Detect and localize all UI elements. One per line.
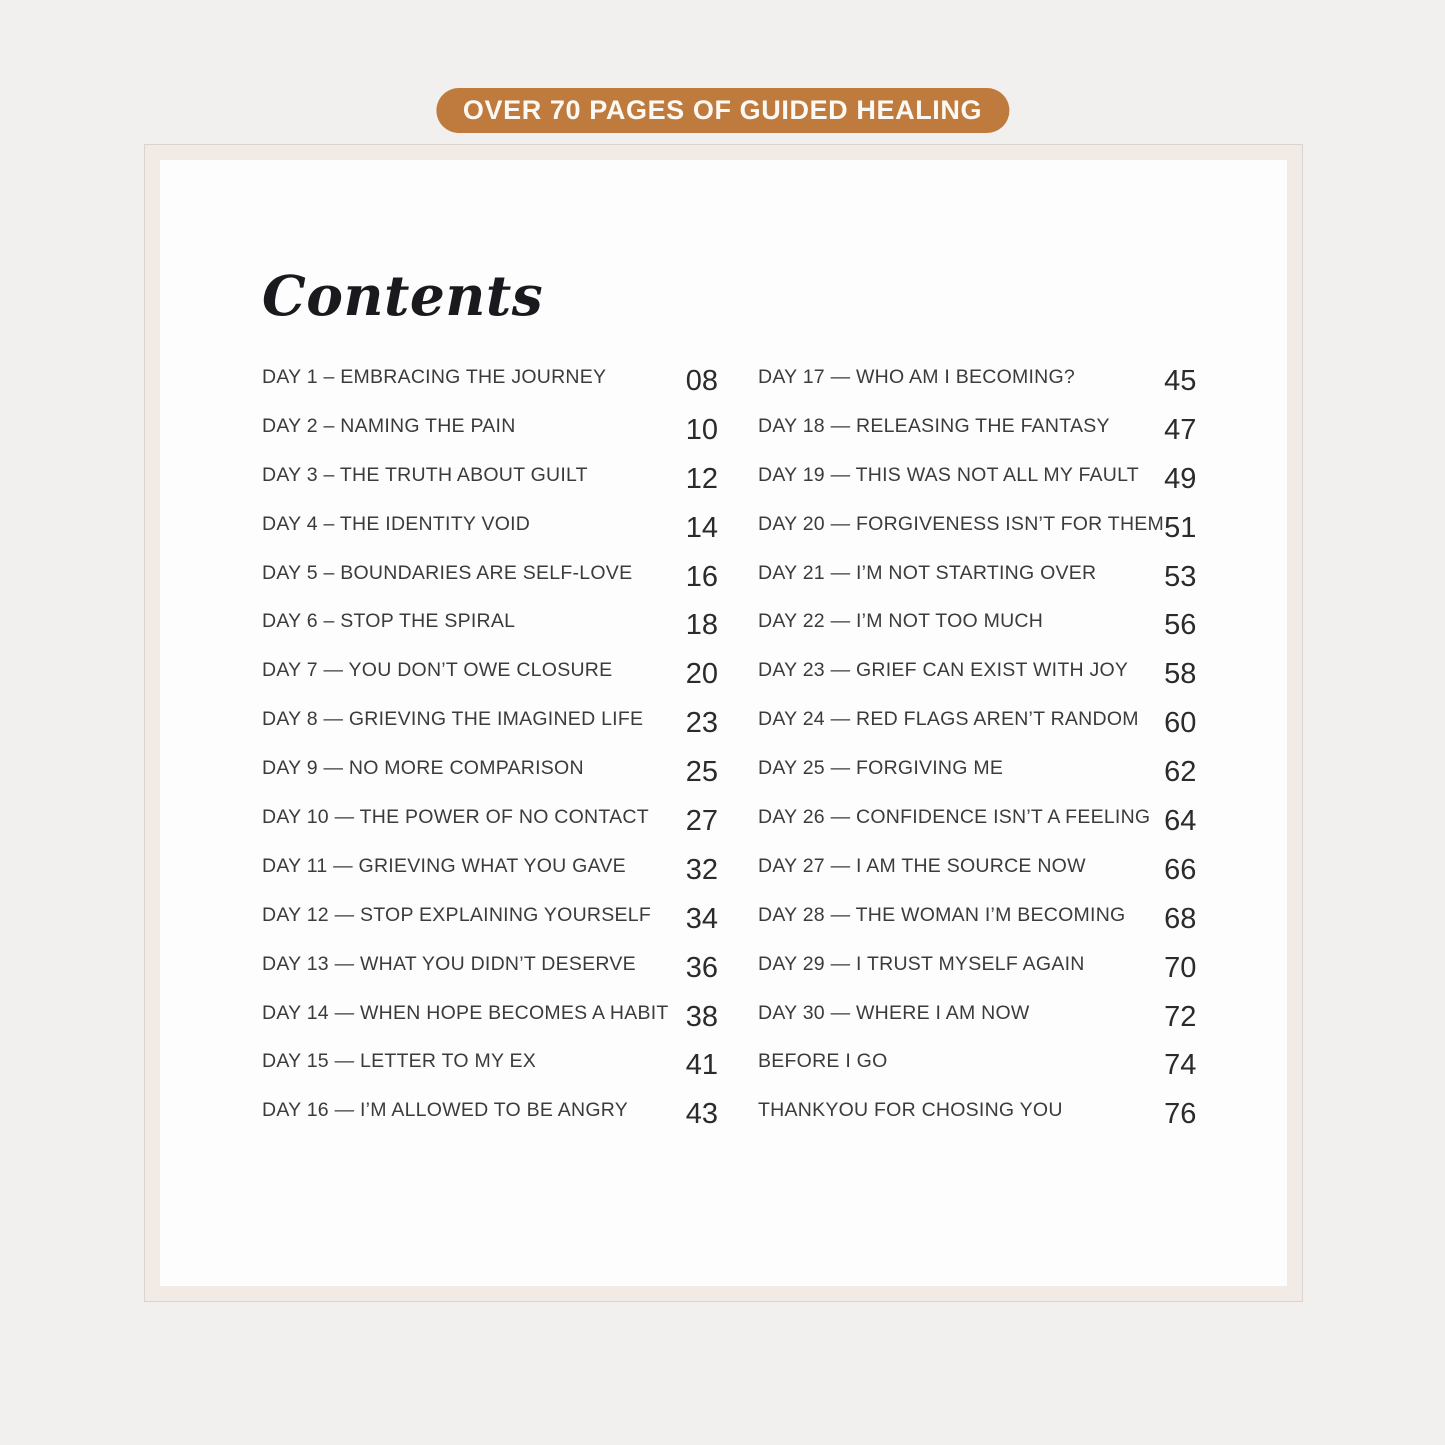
page-title: Contents [262, 263, 544, 328]
toc-row [758, 891, 1196, 940]
toc-entry-label: DAY 23 — GRIEF CAN EXIST WITH JOY [758, 659, 1129, 682]
toc-column-right [758, 353, 1197, 1135]
toc-row [262, 597, 718, 646]
toc-entry-label: DAY 15 — LETTER TO MY EX [262, 1050, 537, 1073]
toc-entry-page: 64 [1164, 804, 1197, 837]
toc-entry-page: 45 [1164, 364, 1197, 397]
toc-row [758, 1037, 1196, 1086]
toc-entry-page: 70 [1164, 951, 1197, 984]
toc-entry-label: THANKYOU FOR CHOSING YOU [758, 1099, 1063, 1122]
toc-entry-label: DAY 12 — STOP EXPLAINING YOURSELF [262, 903, 652, 926]
toc-entry-page: 38 [685, 1000, 718, 1033]
toc-entry-label: DAY 9 — NO MORE COMPARISON [262, 757, 584, 780]
toc-entry-label: DAY 7 — YOU DON’T OWE CLOSURE [262, 659, 613, 682]
toc-entry-page: 27 [685, 804, 718, 837]
toc-row [758, 793, 1196, 842]
toc-entry-page: 76 [1164, 1098, 1197, 1131]
toc-row [758, 1086, 1196, 1135]
toc-entry-label: DAY 24 — RED FLAGS AREN’T RANDOM [758, 708, 1139, 731]
toc-entry-page: 14 [685, 511, 718, 544]
toc-row [262, 842, 718, 891]
toc-entry-label: DAY 1 – EMBRACING THE JOURNEY [262, 365, 607, 388]
toc-row [262, 793, 718, 842]
toc-row [262, 695, 718, 744]
toc-entry-page: 49 [1164, 462, 1197, 495]
toc-row [758, 744, 1196, 793]
header-badge: OVER 70 PAGES OF GUIDED HEALING [436, 88, 1009, 133]
toc-entry-label: DAY 26 — CONFIDENCE ISN’T A FEELING [758, 805, 1151, 828]
toc-row [262, 891, 718, 940]
toc-row [758, 451, 1196, 500]
toc-entry-label: DAY 5 – BOUNDARIES ARE SELF-LOVE [262, 561, 633, 584]
toc-row [262, 500, 718, 549]
toc-entry-label: DAY 25 — FORGIVING ME [758, 757, 1004, 780]
toc-entry-label: DAY 4 – THE IDENTITY VOID [262, 512, 531, 535]
toc-entry-label: DAY 22 — I’M NOT TOO MUCH [758, 610, 1044, 633]
toc-entry-label: DAY 16 — I’M ALLOWED TO BE ANGRY [262, 1099, 628, 1122]
toc-entry-page: 08 [685, 364, 718, 397]
toc-entry-page: 47 [1164, 413, 1197, 446]
toc-row [758, 500, 1196, 549]
toc-entry-label: DAY 17 — WHO AM I BECOMING? [758, 365, 1076, 388]
toc-entry-label: DAY 3 – THE TRUTH ABOUT GUILT [262, 463, 588, 486]
toc-row [262, 451, 718, 500]
toc-entry-label: BEFORE I GO [758, 1050, 888, 1073]
toc-row [758, 549, 1196, 598]
toc-row [758, 989, 1196, 1038]
toc-row [262, 1086, 718, 1135]
toc-entry-page: 36 [685, 951, 718, 984]
toc-entry-label: DAY 6 – STOP THE SPIRAL [262, 610, 516, 633]
toc-entry-page: 16 [685, 560, 718, 593]
toc-entry-page: 23 [685, 707, 718, 740]
toc-entry-page: 34 [685, 902, 718, 935]
toc-entry-label: DAY 13 — WHAT YOU DIDN’T DESERVE [262, 952, 636, 975]
toc-row [262, 989, 718, 1038]
toc-row [262, 549, 718, 598]
toc-entry-label: DAY 27 — I AM THE SOURCE NOW [758, 854, 1086, 877]
toc-entry-label: DAY 19 — THIS WAS NOT ALL MY FAULT [758, 463, 1139, 486]
toc-entry-page: 51 [1164, 511, 1197, 544]
toc-entry-page: 66 [1164, 853, 1197, 886]
toc-entry-page: 20 [685, 658, 718, 691]
toc-row [262, 402, 718, 451]
toc-entry-page: 43 [685, 1098, 718, 1131]
toc-entry-page: 41 [685, 1049, 718, 1082]
toc-entry-label: DAY 2 – NAMING THE PAIN [262, 414, 516, 437]
toc-row [262, 646, 718, 695]
toc-entry-label: DAY 28 — THE WOMAN I’M BECOMING [758, 903, 1126, 926]
toc-entry-page: 56 [1164, 609, 1197, 642]
toc-entry-page: 12 [685, 462, 718, 495]
toc-row [262, 1037, 718, 1086]
toc-entry-label: DAY 14 — WHEN HOPE BECOMES A HABIT [262, 1001, 669, 1024]
toc-entry-page: 32 [685, 853, 718, 886]
toc-entry-label: DAY 10 — THE POWER OF NO CONTACT [262, 805, 649, 828]
toc-entry-label: DAY 21 — I’M NOT STARTING OVER [758, 561, 1097, 584]
toc-row [758, 353, 1196, 402]
toc-row [758, 940, 1196, 989]
toc-entry-page: 68 [1164, 902, 1197, 935]
toc-entry-label: DAY 29 — I TRUST MYSELF AGAIN [758, 952, 1085, 975]
toc-entry-page: 10 [685, 413, 718, 446]
toc-row [758, 646, 1196, 695]
toc-entry-page: 72 [1164, 1000, 1197, 1033]
toc-row [262, 353, 718, 402]
toc-entry-label: DAY 30 — WHERE I AM NOW [758, 1001, 1030, 1024]
toc-entry-page: 60 [1164, 707, 1197, 740]
toc-entry-page: 58 [1164, 658, 1197, 691]
toc-row [758, 402, 1196, 451]
toc-entry-page: 53 [1164, 560, 1197, 593]
page-card [145, 145, 1302, 1301]
toc-entry-page: 18 [685, 609, 718, 642]
toc-entry-label: DAY 8 — GRIEVING THE IMAGINED LIFE [262, 708, 644, 731]
toc-row [262, 744, 718, 793]
toc-entry-page: 62 [1164, 756, 1197, 789]
toc-row [758, 842, 1196, 891]
toc-row [758, 695, 1196, 744]
toc-entry-page: 25 [685, 756, 718, 789]
toc-entry-page: 74 [1164, 1049, 1197, 1082]
toc-entry-label: DAY 18 — RELEASING THE FANTASY [758, 414, 1110, 437]
toc-row [758, 597, 1196, 646]
toc-entry-label: DAY 20 — FORGIVENESS ISN’T FOR THEM [758, 512, 1165, 535]
toc-row [262, 940, 718, 989]
toc-column-left [262, 353, 718, 1135]
toc-entry-label: DAY 11 — GRIEVING WHAT YOU GAVE [262, 854, 626, 877]
